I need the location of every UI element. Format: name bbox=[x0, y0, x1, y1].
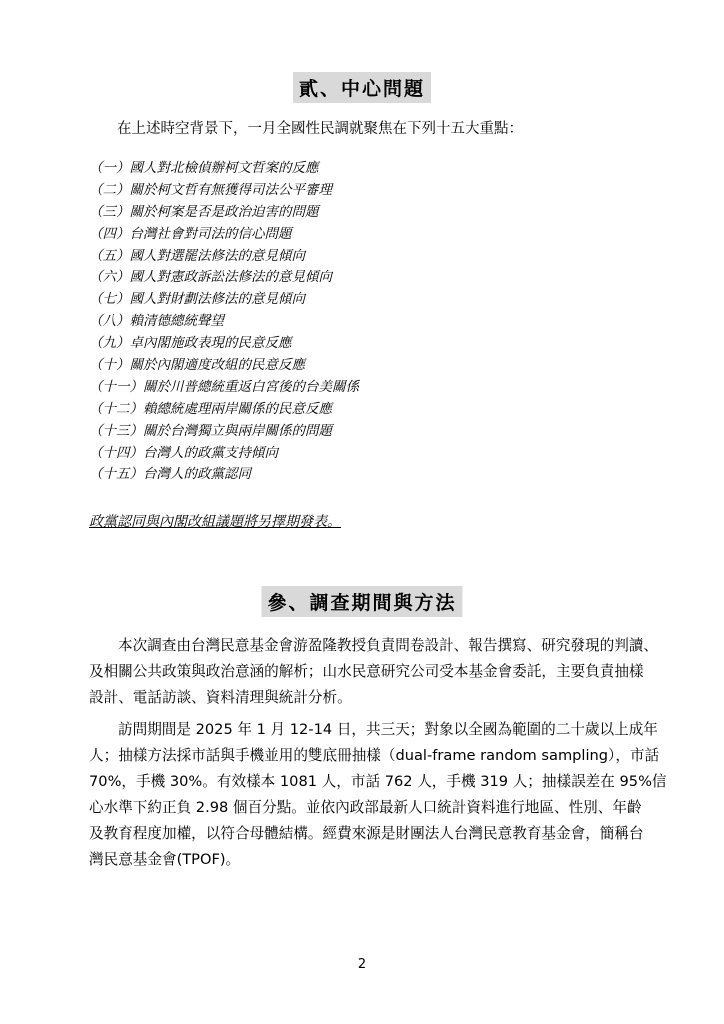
paragraph-line: 人；抽樣方法採市話與手機並用的雙底冊抽樣（dual-frame random sampling），市話 bbox=[89, 747, 660, 764]
paragraph-line: 心水準下約正負 2.98 個百分點。並依內政部最新人口統計資料進行地區、性別、年齡 bbox=[89, 799, 642, 816]
section-heading-central-issues: 貳、中心問題 bbox=[293, 72, 431, 103]
paragraph-line: 訪問期間是 2025 年 1 月 12-14 日，共三天；對象以全國為範圍的二十歲以上成年 bbox=[118, 721, 658, 738]
topic-item: （十四）台灣人的政黨支持傾向 bbox=[89, 444, 278, 461]
topic-list bbox=[89, 158, 359, 486]
topic-item: （二）關於柯文哲有無獲得司法公平審理 bbox=[89, 181, 332, 198]
section-heading-methodology: 參、調查期間與方法 bbox=[261, 586, 462, 617]
topic-item: （六）國人對憲政訴訟法修法的意見傾向 bbox=[89, 269, 332, 286]
topic-item: （七）國人對財劃法修法的意見傾向 bbox=[89, 291, 305, 308]
section-intro: 在上述時空背景下，一月全國性民調就聚焦在下列十五大重點： bbox=[117, 121, 523, 137]
topic-item: （十五）台灣人的政黨認同 bbox=[89, 466, 251, 483]
paragraph-line: 灣民意基金會(TPOF)。 bbox=[89, 851, 241, 868]
topic-item: （十二）賴總統處理兩岸關係的民意反應 bbox=[89, 400, 332, 417]
methodology-paragraph-2 bbox=[89, 717, 667, 873]
topic-item: （八）賴清德總統聲望 bbox=[89, 313, 224, 330]
paragraph-line: 70%，手機 30%。有效樣本 1081 人，市話 762 人，手機 319 人；抽樣誤差在 95%信 bbox=[89, 773, 667, 790]
topic-item: （三）關於柯案是否是政治迫害的問題 bbox=[89, 203, 319, 220]
topic-item: （十）關於內閣適度改組的民意反應 bbox=[89, 357, 305, 374]
topic-item: （十一）關於川普總統重返白宮後的台美關係 bbox=[89, 378, 359, 395]
paragraph-line: 設計、電話訪談、資料清理與統計分析。 bbox=[89, 689, 352, 706]
methodology-paragraph-1 bbox=[89, 633, 658, 711]
topic-item: （五）國人對選罷法修法的意見傾向 bbox=[89, 247, 305, 264]
topic-item: （九）卓內閣施政表現的民意反應 bbox=[89, 335, 292, 352]
page-number: 2 bbox=[357, 957, 367, 972]
topic-item: （四）台灣社會對司法的信心問題 bbox=[89, 225, 292, 242]
topic-item: （一）國人對北檢偵辦柯文哲案的反應 bbox=[89, 160, 319, 176]
paragraph-line: 本次調查由台灣民意基金會游盈隆教授負責問卷設計、報告撰寫、研究發現的判讀、 bbox=[118, 637, 658, 654]
publication-note: 政黨認同與內閣改組議題將另擇期發表。 bbox=[89, 514, 341, 530]
paragraph-line: 及相關公共政策與政治意涵的解析；山水民意研究公司受本基金會委託，主要負責抽樣 bbox=[89, 663, 644, 680]
topic-item: （十三）關於台灣獨立與兩岸關係的問題 bbox=[89, 422, 332, 439]
paragraph-line: 及教育程度加權，以符合母體結構。經費來源是財團法人台灣民意教育基金會，簡稱台 bbox=[89, 825, 644, 842]
